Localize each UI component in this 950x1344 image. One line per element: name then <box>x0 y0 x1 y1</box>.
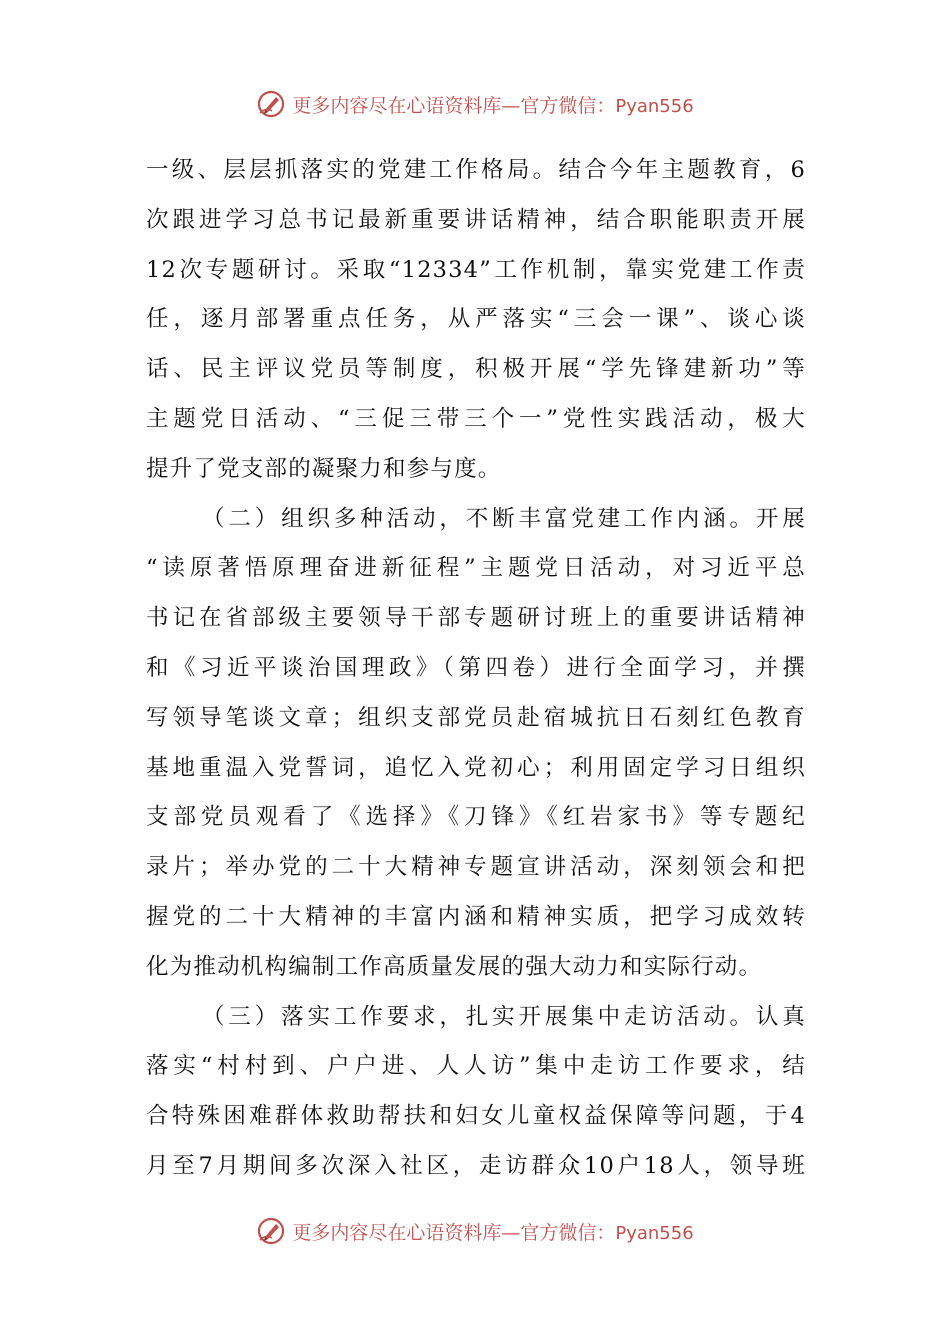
footer-banner-title: 更多内容尽在心语资料库 <box>292 1221 502 1244</box>
text-line: 提升了党支部的凝聚力和参与度。 <box>146 455 502 482</box>
text-line: “读原著悟原理奋进新征程”主题党日活动，对习近平总 <box>146 555 806 582</box>
text-line: 写领导笔谈文章；组织支部党员赴宿城抗日石刻红色教育 <box>146 704 806 731</box>
text-line: 和《习近平谈治国理政》（第四卷）进行全面学习，并撰 <box>146 654 806 681</box>
text-line: 主题党日活动、“三促三带三个一”党性实践活动，极大 <box>146 405 806 432</box>
footer-wechat-id: Pyan556 <box>615 1222 694 1244</box>
header-banner-text <box>292 91 693 118</box>
paragraph-3 <box>146 993 806 1192</box>
header-separator: — <box>501 94 521 117</box>
header-wechat-id: Pyan556 <box>615 95 694 117</box>
pen-logo-icon <box>256 1216 286 1246</box>
footer-separator: — <box>501 1221 521 1244</box>
header-banner-title: 更多内容尽在心语资料库 <box>292 94 502 117</box>
text-line: 合特殊困难群体救助帮扶和妇女儿童权益保障等问题，于4 <box>146 1103 806 1130</box>
text-line: 录片；举办党的二十大精神专题宣讲活动，深刻领会和把 <box>146 854 806 881</box>
footer-wechat-label: 官方微信： <box>520 1221 616 1244</box>
text-line: 书记在省部级主要领导干部专题研讨班上的重要讲话精神 <box>146 605 806 632</box>
text-line: 12次专题研讨。采取“12334”工作机制，靠实党建工作责 <box>146 256 806 283</box>
text-line: （三）落实工作要求，扎实开展集中走访活动。认真 <box>202 1003 806 1030</box>
header-banner <box>0 84 950 124</box>
footer-banner <box>0 1211 950 1251</box>
paragraph-1 <box>146 146 806 495</box>
text-line: 化为推动机构编制工作高质量发展的强大动力和实际行动。 <box>146 953 763 980</box>
text-line: 基地重温入党誓词，追忆入党初心；利用固定学习日组织 <box>146 754 806 781</box>
text-line: 一级、层层抓落实的党建工作格局。结合今年主题教育，6 <box>146 157 806 183</box>
paragraph-2 <box>146 495 806 993</box>
text-line: 月至7月期间多次深入社区，走访群众10户18人，领导班 <box>146 1152 806 1179</box>
header-wechat-label: 官方微信： <box>520 94 616 117</box>
text-line: 次跟进学习总书记最新重要讲话精神，结合职能职责开展 <box>146 206 806 233</box>
text-line: 话、民主评议党员等制度，积极开展“学先锋建新功”等 <box>146 356 806 383</box>
text-line: （二）组织多种活动，不断丰富党建工作内涵。开展 <box>202 505 806 532</box>
text-line: 任，逐月部署重点任务，从严落实“三会一课”、谈心谈 <box>146 306 806 333</box>
text-line: 落实“村村到、户户进、人人访”集中走访工作要求，结 <box>146 1053 806 1080</box>
footer-banner-text <box>292 1218 693 1245</box>
pen-logo-icon <box>256 89 286 119</box>
text-line: 支部党员观看了《选择》《刀锋》《红岩家书》等专题纪 <box>146 804 806 831</box>
document-body <box>146 146 806 1192</box>
text-line: 握党的二十大精神的丰富内涵和精神实质，把学习成效转 <box>146 903 806 930</box>
